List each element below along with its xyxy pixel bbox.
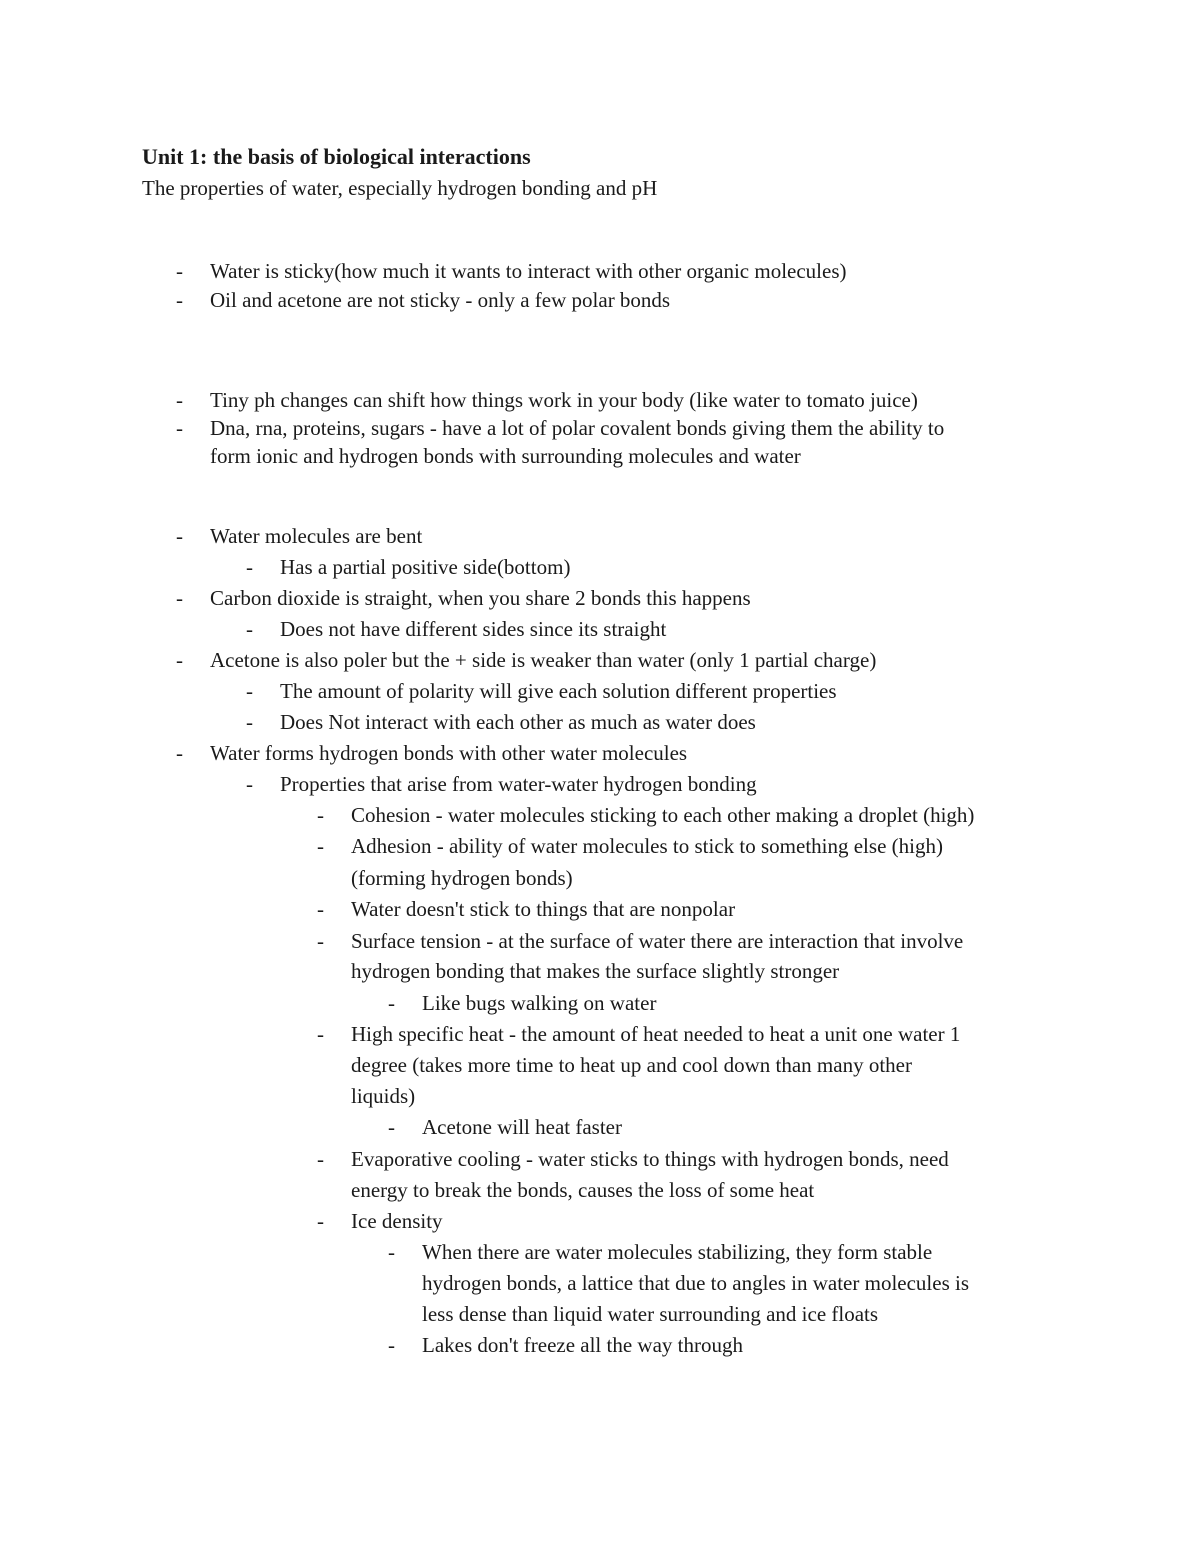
list-item-text: The amount of polarity will give each solution different properties: [280, 679, 837, 703]
bullet-dash: -: [388, 1333, 395, 1357]
bullet-dash: -: [317, 834, 324, 858]
bullet-dash: -: [317, 1022, 324, 1046]
bullet-dash: -: [176, 648, 183, 672]
list-item-text: (forming hydrogen bonds): [351, 866, 573, 890]
bullet-dash: -: [246, 772, 253, 796]
list-item-text: degree (takes more time to heat up and cool down than many other: [351, 1053, 912, 1077]
bullet-dash: -: [176, 416, 183, 440]
list-item-text: Does Not interact with each other as much as water does: [280, 710, 756, 734]
bullet-dash: -: [317, 803, 324, 827]
bullet-dash: -: [388, 991, 395, 1015]
bullet-dash: -: [388, 1240, 395, 1264]
list-item-text: hydrogen bonds, a lattice that due to angles in water molecules is: [422, 1271, 970, 1295]
list-item-text: Acetone will heat faster: [422, 1115, 622, 1139]
list-item-text: Ice density: [351, 1209, 443, 1233]
list-item-text: form ionic and hydrogen bonds with surrounding molecules and water: [210, 444, 801, 468]
list-item-text: Acetone is also poler but the + side is weaker than water (only 1 partial charge): [210, 648, 877, 672]
bullet-dash: -: [246, 617, 253, 641]
list-item-text: Tiny ph changes can shift how things work in your body (like water to tomato juice): [210, 388, 918, 412]
list-item-text: Water forms hydrogen bonds with other water molecules: [210, 741, 688, 765]
list-item-text: Properties that arise from water-water hydrogen bonding: [280, 772, 757, 796]
list-item-text: hydrogen bonding that makes the surface slightly stronger: [351, 959, 840, 983]
bullet-dash: -: [317, 1147, 324, 1171]
bullet-dash: -: [317, 897, 324, 921]
list-item-text: liquids): [351, 1084, 416, 1108]
list-item-text: Does not have different sides since its straight: [280, 617, 667, 641]
list-item-text: Adhesion - ability of water molecules to stick to something else (high): [351, 834, 943, 858]
bullet-dash: -: [176, 259, 183, 283]
list-item-text: Surface tension - at the surface of water there are interaction that involve: [351, 929, 964, 953]
bullet-dash: -: [176, 586, 183, 610]
list-item-text: High specific heat - the amount of heat needed to heat a unit one water 1: [351, 1022, 961, 1046]
list-item-text: Has a partial positive side(bottom): [280, 555, 571, 579]
bullet-dash: -: [176, 288, 183, 312]
list-item-text: Water molecules are bent: [210, 524, 423, 548]
list-item-text: Oil and acetone are not sticky - only a few polar bonds: [210, 288, 671, 312]
bullet-dash: -: [176, 741, 183, 765]
bullet-dash: -: [176, 524, 183, 548]
list-item-text: Like bugs walking on water: [422, 991, 657, 1015]
list-item-text: Dna, rna, proteins, sugars - have a lot of polar covalent bonds giving them the ability to: [210, 416, 945, 440]
bullet-dash: -: [246, 555, 253, 579]
bullet-dash: -: [246, 710, 253, 734]
bullet-dash: -: [246, 679, 253, 703]
bullet-dash: -: [176, 388, 183, 412]
document-title: Unit 1: the basis of biological interactions: [142, 144, 531, 169]
list-item-text: Carbon dioxide is straight, when you share 2 bonds this happens: [210, 586, 751, 610]
bullet-dash: -: [317, 929, 324, 953]
list-item-text: Lakes don't freeze all the way through: [422, 1333, 743, 1357]
list-item-text: less dense than liquid water surrounding and ice floats: [422, 1302, 879, 1326]
bullet-dash: -: [317, 1209, 324, 1233]
list-item-text: Evaporative cooling - water sticks to things with hydrogen bonds, need: [351, 1147, 949, 1171]
list-item-text: Water doesn't stick to things that are nonpolar: [351, 897, 736, 921]
list-item-text: energy to break the bonds, causes the loss of some heat: [351, 1178, 815, 1202]
document-subtitle: The properties of water, especially hydrogen bonding and pH: [142, 176, 658, 200]
list-item-text: Water is sticky(how much it wants to interact with other organic molecules): [210, 259, 847, 283]
bullet-dash: -: [388, 1115, 395, 1139]
list-item-text: Cohesion - water molecules sticking to each other making a droplet (high): [351, 803, 975, 827]
list-item-text: When there are water molecules stabilizing, they form stable: [422, 1240, 933, 1264]
